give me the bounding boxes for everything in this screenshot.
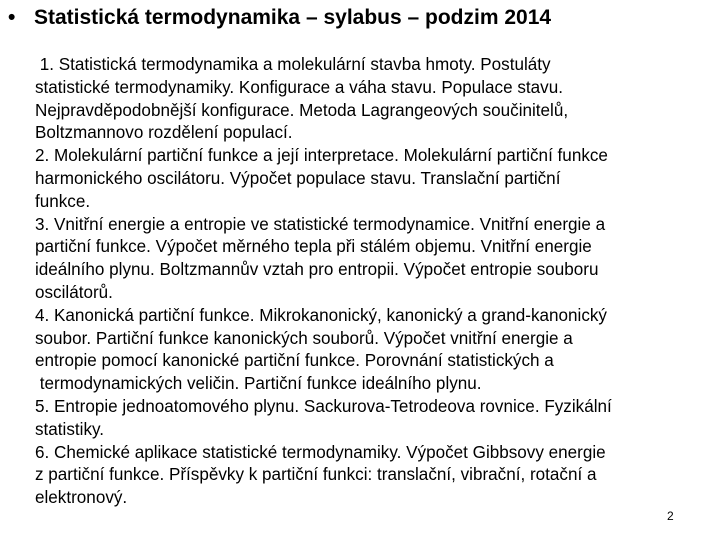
syllabus-line: entropie pomocí kanonické partiční funkce. Porovnání statistických a [35, 351, 554, 371]
syllabus-line: ideálního plynu. Boltzmannův vztah pro entropii. Výpočet entropie souboru [35, 260, 599, 280]
page-number: 2 [667, 509, 674, 523]
syllabus-line: 2. Molekulární partiční funkce a její interpretace. Molekulární partiční funkce [35, 146, 608, 166]
syllabus-line: statistické termodynamiky. Konfigurace a váha stavu. Populace stavu. [35, 77, 563, 97]
syllabus-line: 4. Kanonická partiční funkce. Mikrokanonický, kanonický a grand-kanonický [35, 305, 607, 325]
title-row [8, 4, 551, 32]
syllabus-line: partiční funkce. Výpočet měrného tepla při stálém objemu. Vnitřní energie [35, 237, 592, 257]
syllabus-line: 3. Vnitřní energie a entropie ve statistické termodynamice. Vnitřní energie a [35, 214, 606, 234]
title-bullet: • [8, 6, 16, 29]
syllabus-text [35, 54, 715, 510]
syllabus-line: 5. Entropie jednoatomového plynu. Sackurova-Tetrodeova rovnice. Fyzikální [35, 396, 612, 416]
syllabus-line: z partiční funkce. Příspěvky k partiční funkci: translační, vibrační, rotační a [35, 465, 597, 485]
syllabus-line: soubor. Partiční funkce kanonických souborů. Výpočet vnitřní energie a [35, 328, 573, 348]
syllabus-line: 6. Chemické aplikace statistické termodynamiky. Výpočet Gibbsovy energie [35, 442, 606, 462]
slide-title: Statistická termodynamika – sylabus – podzim 2014 [34, 6, 552, 29]
syllabus-line: harmonického oscilátoru. Výpočet populace stavu. Translační partiční [35, 168, 561, 188]
syllabus-line: statistiky. [35, 419, 105, 439]
syllabus-line: 1. Statistická termodynamika a molekulární stavba hmoty. Postuláty [35, 55, 551, 74]
syllabus-line: funkce. [35, 191, 91, 211]
syllabus-line: Nejpravděpodobnější konfigurace. Metoda Lagrangeových součinitelů, [35, 100, 569, 120]
syllabus-line: oscilátorů. [35, 282, 113, 302]
syllabus-line: elektronový. [35, 488, 128, 508]
syllabus-line: Boltzmannovo rozdělení populací. [35, 123, 293, 143]
syllabus-line: termodynamických veličin. Partiční funkce ideálního plynu. [35, 374, 482, 394]
